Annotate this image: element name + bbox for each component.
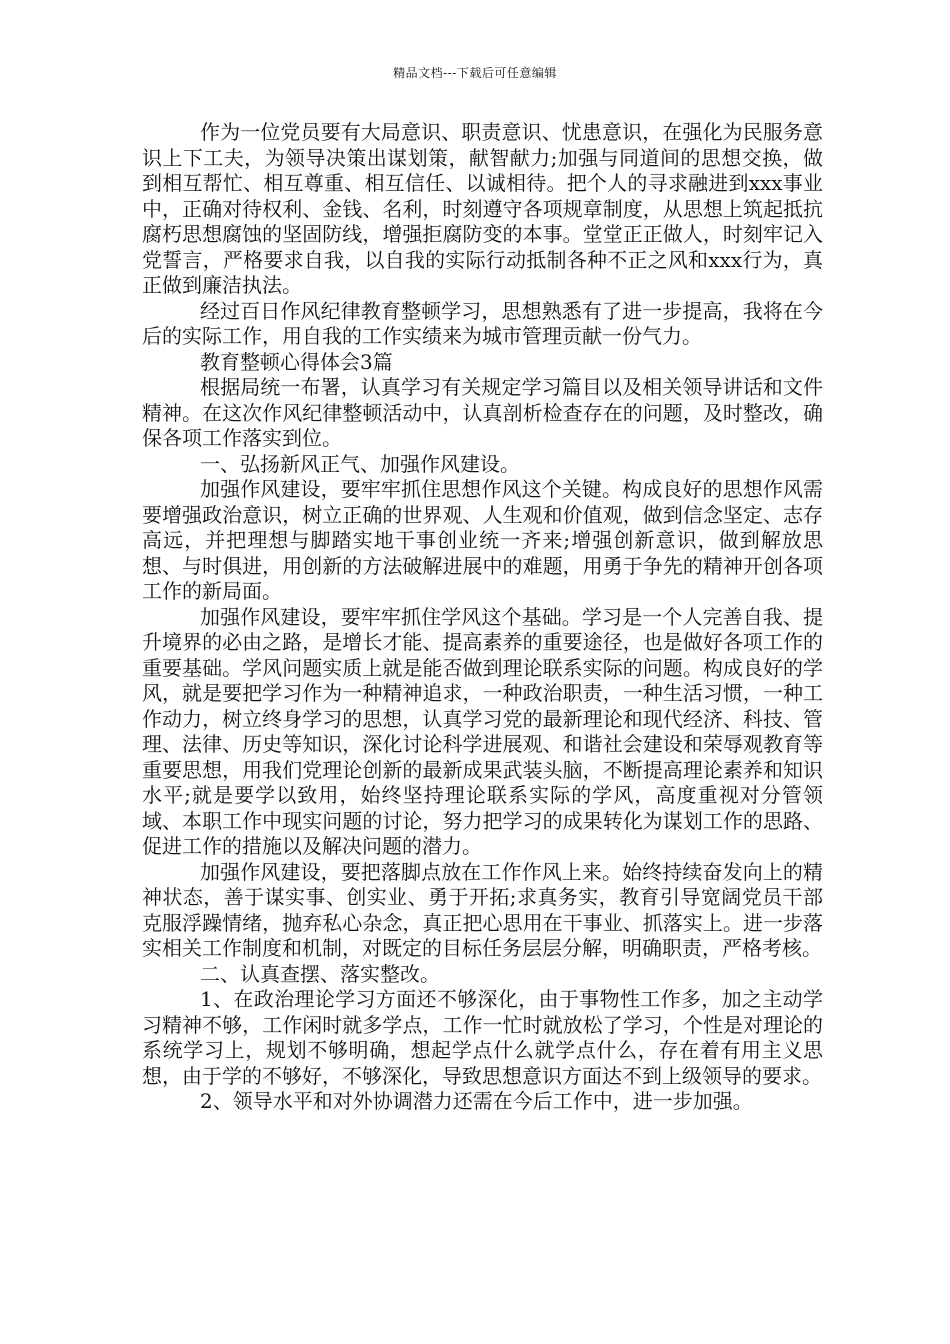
section-heading: 二、认真查摆、落实整改。 bbox=[200, 961, 440, 986]
page-header: 精品文档---下载后可任意编辑 bbox=[393, 66, 557, 80]
paragraph: 根据局统一布署，认真学习有关规定学习篇目以及相关领导讲话和文件精神。在这次作风纪律整顿活动中，认真剖析检查存在的问题，及时整改，确保各项工作落实到位。 bbox=[142, 375, 823, 450]
paragraph: 加强作风建设，要牢牢抓住思想作风这个关键。构成良好的思想作风需要增强政治意识，树立正确的世界观、人生观和价值观，做到信念坚定、志存高远，并把理想与脚踏实地干事创业统一齐来;增强创新意识，做到解放思想、与时俱进，用创新的方法破解进展中的难题，用勇于争先的精神开创各项工作的新局面。 bbox=[142, 477, 823, 603]
paragraph: 加强作风建设，要牢牢抓住学风这个基础。学习是一个人完善自我、提升境界的必由之路，是增长才能、提高素养的重要途径，也是做好各项工作的重要基础。学风问题实质上就是能否做到理论联系实际的问题。构成良好的学风，就是要把学习作为一种精神追求，一种政治职责，一种生活习惯，一种工作动力，树立终身学习的思想，认真学习党的最新理论和现代经济、科技、管理、法律、历史等知识，深化讨论科学进展观、和谐社会建设和荣辱观教育等重要思想，用我们党理论创新的最新成果武装头脑，不断提高理论素养和知识水平;就是要学以致用，始终坚持理论联系实际的学风，高度重视对分管领域、本职工作中现实问题的讨论，努力把学习的成果转化为谋划工作的思路、促进工作的措施以及解决问题的潜力。 bbox=[142, 604, 823, 858]
paragraph: 加强作风建设，要把落脚点放在工作作风上来。始终持续奋发向上的精神状态，善于谋实事、创实业、勇于开拓;求真务实，教育引导宽阔党员干部克服浮躁情绪，抛弃私心杂念，真正把心思用在干事业、抓落实上。进一步落实相关工作制度和机制，对既定的目标任务层层分解，明确职责，严格考核。 bbox=[142, 859, 823, 960]
paragraph: 经过百日作风纪律教育整顿学习，思想熟悉有了进一步提高，我将在今后的实际工作，用自我的工作实绩来为城市管理贡献一份气力。 bbox=[142, 298, 823, 348]
section-title: 教育整顿心得体会3篇 bbox=[200, 349, 393, 374]
paragraph: 1、在政治理论学习方面还不够深化，由于事物性工作多，加之主动学习精神不够，工作闲时就多学点，工作一忙时就放松了学习，个性是对理论的系统学习上，规划不够明确，想起学点什么就学点什么，存在着有用主义思想，由于学的不够好，不够深化，导致思想意识方面达不到上级领导的要求。 bbox=[142, 987, 823, 1088]
section-heading: 一、弘扬新风正气、加强作风建设。 bbox=[200, 451, 520, 476]
document-body bbox=[142, 120, 823, 1115]
paragraph: 作为一位党员要有大局意识、职责意识、忧患意识，在强化为民服务意识上下工夫，为领导决策出谋划策，献智献力;加强与同道间的思想交换，做到相互帮忙、相互尊重、相互信任、以诚相待。把个人的寻求融进到xxx事业中，正确对待权利、金钱、名利，时刻遵守各项规章制度，从思想上筑起抵抗腐朽思想腐蚀的坚固防线，增强拒腐防变的本事。堂堂正正做人，时刻牢记入党誓言，严格要求自我，以自我的实际行动抵制各种不正之风和xxx行为，真正做到廉洁执法。 bbox=[142, 120, 823, 297]
paragraph: 2、领导水平和对外协调潜力还需在今后工作中，进一步加强。 bbox=[200, 1089, 753, 1113]
